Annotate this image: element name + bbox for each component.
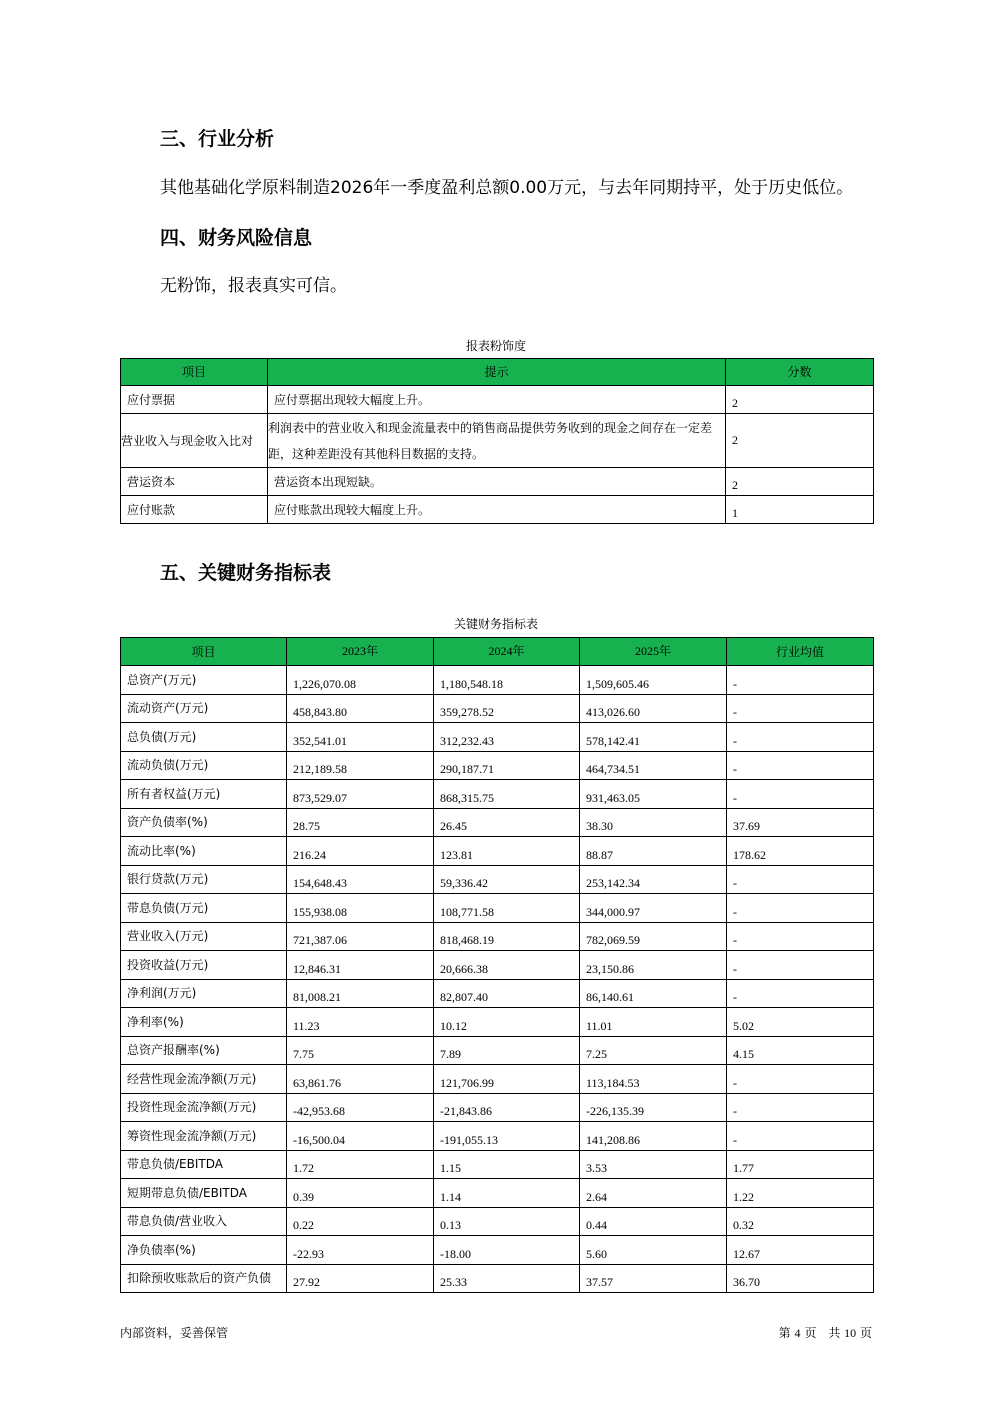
kfi-2025-cell: 88.87 — [580, 837, 727, 866]
kfi-table-row — [121, 723, 874, 752]
kfi-industry-avg-cell: - — [727, 979, 874, 1008]
kfi-item-cell: 扣除预收账款后的资产负债 — [121, 1264, 287, 1293]
kfi-industry-avg-cell: - — [727, 723, 874, 752]
kfi-2025-cell: -226,135.39 — [580, 1093, 727, 1122]
kfi-2024-cell: 818,468.19 — [434, 922, 580, 951]
risk-header-score: 分数 — [726, 359, 874, 386]
kfi-industry-avg-cell: 1.77 — [727, 1150, 874, 1179]
kfi-industry-avg-cell: - — [727, 922, 874, 951]
kfi-header-2023: 2023年 — [287, 638, 434, 666]
kfi-2023-cell: 11.23 — [287, 1008, 434, 1037]
risk-table-row — [121, 414, 874, 468]
kfi-2025-cell: 1,509,605.46 — [580, 666, 727, 695]
kfi-2024-cell: 59,336.42 — [434, 865, 580, 894]
kfi-2025-cell: 86,140.61 — [580, 979, 727, 1008]
kfi-2024-cell: 82,807.40 — [434, 979, 580, 1008]
risk-table — [120, 358, 874, 524]
kfi-2025-cell: 2.64 — [580, 1179, 727, 1208]
risk-item-cell: 营运资本 — [121, 468, 268, 496]
kfi-industry-avg-cell: - — [727, 751, 874, 780]
kfi-2023-cell: 12,846.31 — [287, 951, 434, 980]
footer-total-pages: 10 — [844, 1326, 857, 1340]
kfi-2025-cell: 38.30 — [580, 808, 727, 837]
kfi-2025-cell: 37.57 — [580, 1264, 727, 1293]
kfi-2024-cell: -18.00 — [434, 1236, 580, 1265]
kfi-2023-cell: 0.22 — [287, 1207, 434, 1236]
kfi-2024-cell: 0.13 — [434, 1207, 580, 1236]
kfi-2024-cell: 20,666.38 — [434, 951, 580, 980]
risk-hint-cell: 营运资本出现短缺。 — [268, 468, 726, 496]
footer-current-page: 4 — [794, 1326, 801, 1340]
kfi-2023-cell: 458,843.80 — [287, 694, 434, 723]
kfi-2025-cell: 3.53 — [580, 1150, 727, 1179]
risk-score-cell: 2 — [726, 414, 874, 468]
kfi-2024-cell: -21,843.86 — [434, 1093, 580, 1122]
risk-table-row — [121, 496, 874, 524]
kfi-item-cell: 营业收入(万元) — [121, 922, 287, 951]
kfi-item-cell: 带息负债/营业收入 — [121, 1207, 287, 1236]
kfi-2025-cell: 141,208.86 — [580, 1122, 727, 1151]
kfi-industry-avg-cell: - — [727, 894, 874, 923]
kfi-table-row — [121, 1065, 874, 1094]
section4-heading: 四、财务风险信息 — [160, 227, 313, 249]
kfi-table-row — [121, 808, 874, 837]
kfi-2023-cell: -22.93 — [287, 1236, 434, 1265]
kfi-2023-cell: 81,008.21 — [287, 979, 434, 1008]
kfi-2025-cell: 782,069.59 — [580, 922, 727, 951]
kfi-2024-cell: 1.15 — [434, 1150, 580, 1179]
kfi-2023-cell: 27.92 — [287, 1264, 434, 1293]
kfi-industry-avg-cell: 36.70 — [727, 1264, 874, 1293]
kfi-2023-cell: 28.75 — [287, 808, 434, 837]
kfi-2024-cell: 312,232.43 — [434, 723, 580, 752]
kfi-item-cell: 流动资产(万元) — [121, 694, 287, 723]
kfi-table-header — [121, 638, 874, 666]
kfi-2023-cell: -16,500.04 — [287, 1122, 434, 1151]
footer-page-prefix: 第 — [778, 1326, 791, 1340]
kfi-2023-cell: 63,861.76 — [287, 1065, 434, 1094]
kfi-industry-avg-cell: 4.15 — [727, 1036, 874, 1065]
kfi-2024-cell: -191,055.13 — [434, 1122, 580, 1151]
kfi-2024-cell: 121,706.99 — [434, 1065, 580, 1094]
kfi-2023-cell: 155,938.08 — [287, 894, 434, 923]
kfi-table-row — [121, 1150, 874, 1179]
kfi-2025-cell: 7.25 — [580, 1036, 727, 1065]
kfi-item-cell: 经营性现金流净额(万元) — [121, 1065, 287, 1094]
kfi-item-cell: 带息负债/EBITDA — [121, 1150, 287, 1179]
kfi-industry-avg-cell: - — [727, 1093, 874, 1122]
kfi-2024-cell: 26.45 — [434, 808, 580, 837]
kfi-2024-cell: 25.33 — [434, 1264, 580, 1293]
kfi-industry-avg-cell: 5.02 — [727, 1008, 874, 1037]
kfi-2023-cell: 212,189.58 — [287, 751, 434, 780]
risk-table-header — [121, 359, 874, 386]
kfi-industry-avg-cell: - — [727, 865, 874, 894]
kfi-item-cell: 短期带息负债/EBITDA — [121, 1179, 287, 1208]
kfi-2024-cell: 1,180,548.18 — [434, 666, 580, 695]
kfi-item-cell: 总资产报酬率(%) — [121, 1036, 287, 1065]
section4-text: 无粉饰，报表真实可信。 — [160, 276, 347, 296]
kfi-table-row — [121, 1093, 874, 1122]
kfi-item-cell: 流动负债(万元) — [121, 751, 287, 780]
kfi-2023-cell: 1,226,070.08 — [287, 666, 434, 695]
kfi-2025-cell: 11.01 — [580, 1008, 727, 1037]
kfi-table-row — [121, 1122, 874, 1151]
kfi-industry-avg-cell: - — [727, 694, 874, 723]
footer-page-number — [779, 1325, 872, 1341]
kfi-2025-cell: 413,026.60 — [580, 694, 727, 723]
kfi-industry-avg-cell: 12.67 — [727, 1236, 874, 1265]
kfi-header-2024: 2024年 — [434, 638, 580, 666]
risk-item-cell: 应付账款 — [121, 496, 268, 524]
kfi-table-row — [121, 865, 874, 894]
kfi-industry-avg-cell: - — [727, 666, 874, 695]
kfi-industry-avg-cell: - — [727, 780, 874, 809]
kfi-2023-cell: 352,541.01 — [287, 723, 434, 752]
kfi-table-row — [121, 751, 874, 780]
kfi-table-row — [121, 1236, 874, 1265]
footer-confidential: 内部资料，妥善保管 — [120, 1326, 229, 1340]
kfi-table-row — [121, 1207, 874, 1236]
kfi-header-industry-avg: 行业均值 — [727, 638, 874, 666]
kfi-2024-cell: 290,187.71 — [434, 751, 580, 780]
kfi-industry-avg-cell: - — [727, 1122, 874, 1151]
kfi-2023-cell: 7.75 — [287, 1036, 434, 1065]
kfi-2025-cell: 253,142.34 — [580, 865, 727, 894]
kfi-2025-cell: 931,463.05 — [580, 780, 727, 809]
kfi-table-row — [121, 979, 874, 1008]
kfi-2025-cell: 5.60 — [580, 1236, 727, 1265]
kfi-industry-avg-cell: 1.22 — [727, 1179, 874, 1208]
risk-hint-cell: 利润表中的营业收入和现金流量表中的销售商品提供劳务收到的现金之间存在一定差距，这种差距没有其他科目数据的支持。 — [268, 414, 726, 468]
section3-text: 其他基础化学原料制造2026年一季度盈利总额0.00万元，与去年同期持平，处于历史低位。 — [160, 178, 854, 198]
footer-page-mid: 页 共 — [804, 1326, 841, 1340]
kfi-item-cell: 净利润(万元) — [121, 979, 287, 1008]
risk-header-item: 项目 — [121, 359, 268, 386]
kfi-table-row — [121, 837, 874, 866]
risk-score-cell: 2 — [726, 468, 874, 496]
kfi-header-item: 项目 — [121, 638, 287, 666]
kfi-2023-cell: 154,648.43 — [287, 865, 434, 894]
kfi-table — [120, 637, 874, 1293]
kfi-2025-cell: 23,150.86 — [580, 951, 727, 980]
kfi-2025-cell: 578,142.41 — [580, 723, 727, 752]
kfi-2023-cell: 216.24 — [287, 837, 434, 866]
kfi-table-row — [121, 1036, 874, 1065]
kfi-item-cell: 净负债率(%) — [121, 1236, 287, 1265]
kfi-item-cell: 投资收益(万元) — [121, 951, 287, 980]
kfi-table-row — [121, 694, 874, 723]
kfi-table-row — [121, 922, 874, 951]
risk-hint-cell: 应付账款出现较大幅度上升。 — [268, 496, 726, 524]
kfi-item-cell: 资产负债率(%) — [121, 808, 287, 837]
kfi-2023-cell: 1.72 — [287, 1150, 434, 1179]
kfi-2025-cell: 464,734.51 — [580, 751, 727, 780]
kfi-2024-cell: 1.14 — [434, 1179, 580, 1208]
section3-heading: 三、行业分析 — [160, 128, 275, 150]
kfi-2025-cell: 344,000.97 — [580, 894, 727, 923]
kfi-item-cell: 净利率(%) — [121, 1008, 287, 1037]
kfi-item-cell: 总资产(万元) — [121, 666, 287, 695]
kfi-2024-cell: 868,315.75 — [434, 780, 580, 809]
kfi-2025-cell: 0.44 — [580, 1207, 727, 1236]
kfi-header-2025: 2025年 — [580, 638, 727, 666]
kfi-2025-cell: 113,184.53 — [580, 1065, 727, 1094]
kfi-item-cell: 总负债(万元) — [121, 723, 287, 752]
risk-item-cell: 营业收入与现金收入比对 — [121, 414, 268, 468]
risk-score-cell: 1 — [726, 496, 874, 524]
kfi-table-row — [121, 1008, 874, 1037]
kfi-2023-cell: -42,953.68 — [287, 1093, 434, 1122]
kfi-2024-cell: 10.12 — [434, 1008, 580, 1037]
kfi-industry-avg-cell: - — [727, 951, 874, 980]
kfi-industry-avg-cell: 178.62 — [727, 837, 874, 866]
kfi-industry-avg-cell: 37.69 — [727, 808, 874, 837]
kfi-2024-cell: 7.89 — [434, 1036, 580, 1065]
kfi-table-row — [121, 951, 874, 980]
risk-header-hint: 提示 — [268, 359, 726, 386]
kfi-item-cell: 所有者权益(万元) — [121, 780, 287, 809]
kfi-2024-cell: 359,278.52 — [434, 694, 580, 723]
kfi-table-row — [121, 1264, 874, 1293]
kfi-table-row — [121, 894, 874, 923]
kfi-item-cell: 筹资性现金流净额(万元) — [121, 1122, 287, 1151]
kfi-table-row — [121, 666, 874, 695]
kfi-2023-cell: 873,529.07 — [287, 780, 434, 809]
risk-table-row — [121, 386, 874, 414]
kfi-industry-avg-cell: - — [727, 1065, 874, 1094]
kfi-table-row — [121, 780, 874, 809]
kfi-table-row — [121, 1179, 874, 1208]
kfi-2023-cell: 0.39 — [287, 1179, 434, 1208]
risk-hint-cell: 应付票据出现较大幅度上升。 — [268, 386, 726, 414]
kfi-industry-avg-cell: 0.32 — [727, 1207, 874, 1236]
section5-heading: 五、关键财务指标表 — [160, 562, 332, 584]
kfi-item-cell: 带息负债(万元) — [121, 894, 287, 923]
footer-page-suffix: 页 — [859, 1326, 872, 1340]
kfi-2024-cell: 108,771.58 — [434, 894, 580, 923]
risk-table-caption: 报表粉饰度 — [465, 339, 526, 353]
kfi-item-cell: 流动比率(%) — [121, 837, 287, 866]
kfi-2024-cell: 123.81 — [434, 837, 580, 866]
kfi-2023-cell: 721,387.06 — [287, 922, 434, 951]
kfi-table-caption: 关键财务指标表 — [453, 617, 538, 631]
kfi-item-cell: 投资性现金流净额(万元) — [121, 1093, 287, 1122]
risk-table-row — [121, 468, 874, 496]
risk-item-cell: 应付票据 — [121, 386, 268, 414]
risk-score-cell: 2 — [726, 386, 874, 414]
kfi-item-cell: 银行贷款(万元) — [121, 865, 287, 894]
